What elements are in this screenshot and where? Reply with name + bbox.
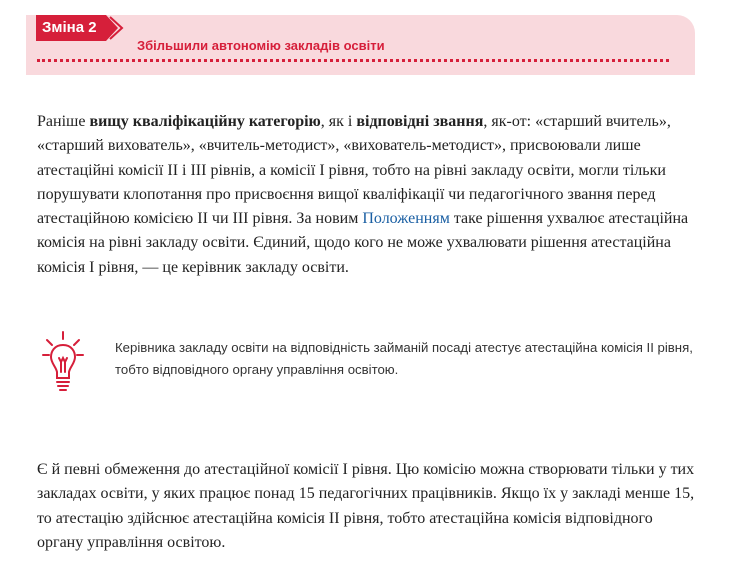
dotted-divider	[37, 59, 669, 62]
lightbulb-icon	[42, 330, 84, 399]
paragraph1-text-4: таке рішення ухвалює атестаційна комісія на рівні закладу освіти. Єдиний, щодо кого не може ухвалювати рішення атестаційна комісія І рівня, — це керівник закладу освіти.	[37, 210, 689, 276]
paragraph-restrictions: Є й певні обмеження до атестаційної комісії І рівня. Цю комісію можна створювати тільки у тих закладах освіти, у яких працює понад 15 педагогічних працівників. Якщо їх у закладі менше 15, то атестацію здійснює атестаційна комісія ІІ рівня, тобто атестаційна комісія відповідного органу управління освітою.	[37, 461, 695, 551]
paragraph1-text-1: Раніше	[37, 113, 90, 130]
paragraph-previous-rules	[37, 110, 697, 280]
tip-text: Керівника закладу освіти на відповідність займаній посаді атестує атестаційна комісія ІІ рівня, тобто відповідного органу управління освітою.	[115, 340, 693, 377]
paragraph1-bold-category: вищу кваліфікаційну категорію	[89, 113, 321, 130]
change-badge	[36, 15, 126, 41]
change-badge-label: Зміна 2	[42, 19, 97, 36]
paragraph1-text-3: , як-от: «старший вчитель», «старший вихователь», «вчитель-методист», «вихователь-методист», присвоювали лише атестаційні комісії ІІ і ІІІ рівнів, а комісії І рівня, тобто на рівні закладу освіти, могли тільки порушувати клопотання про присвоєння вищої кваліфікації чи педагогічного звання перед атестаційною комісією ІІ чи ІІІ рівня. За новим	[37, 113, 671, 228]
paragraph1-text-2: , як і	[320, 113, 357, 130]
paragraph1-bold-titles: відповідні звання	[356, 113, 484, 130]
change-title: Збільшили автономію закладів освіти	[137, 38, 385, 53]
regulation-link[interactable]: Положенням	[362, 210, 450, 228]
